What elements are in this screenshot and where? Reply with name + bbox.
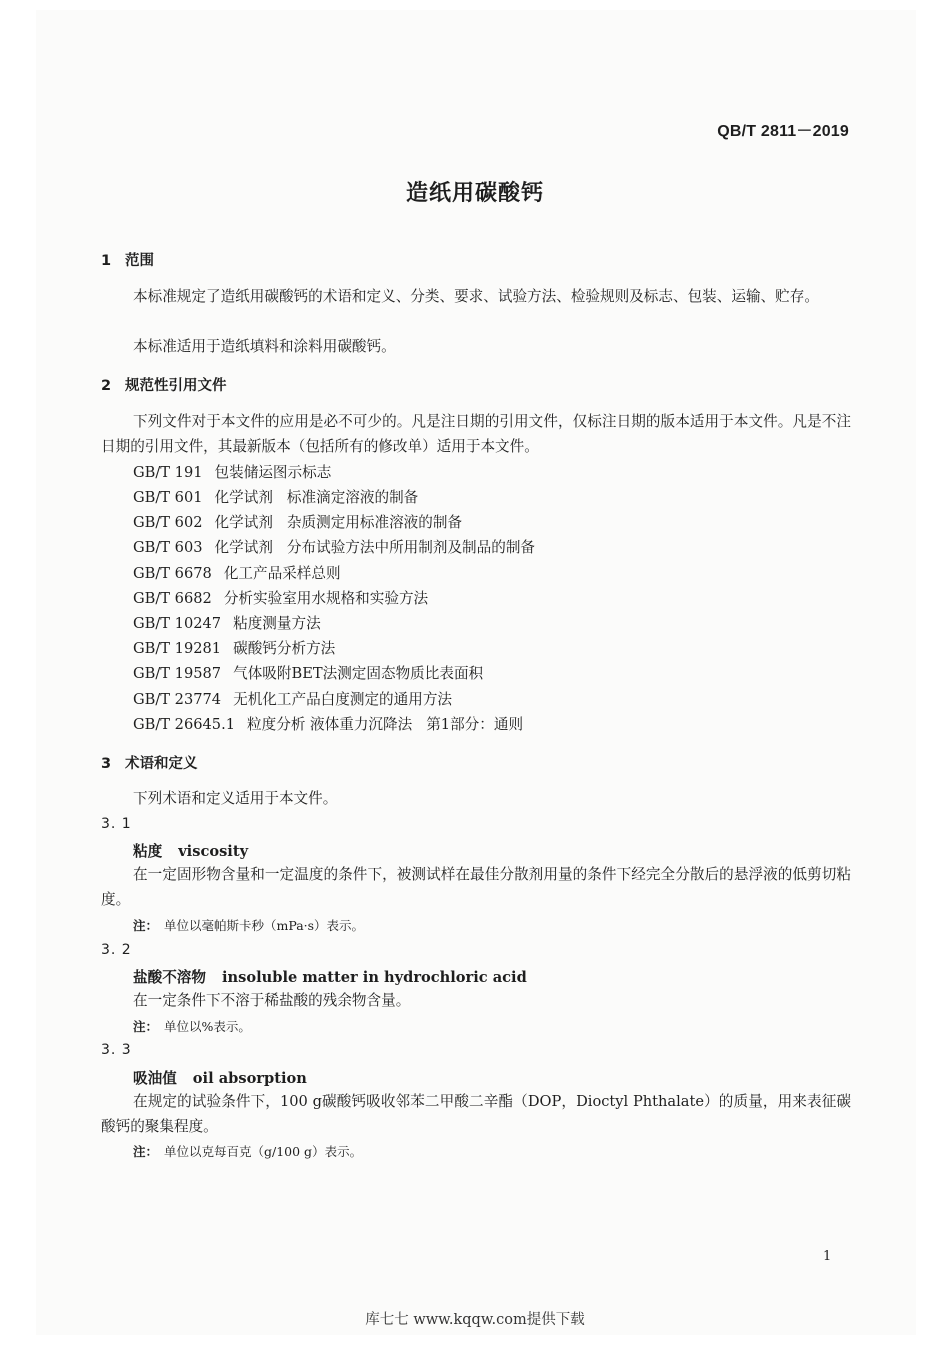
reference-code: GB/T 19587 [133, 665, 222, 682]
section-3-intro: 下列术语和定义适用于本文件。 [133, 790, 338, 807]
reference-item [133, 587, 428, 608]
term-number: 3. 1 [101, 816, 132, 832]
reference-code: GB/T 26645.1 [133, 716, 236, 733]
note-text: 单位以克每百克（g/100 g）表示。 [164, 1144, 363, 1159]
term-heading [133, 1067, 307, 1088]
reference-subtitle: 第1部分：通则 [426, 716, 524, 733]
reference-subtitle: 杂质测定用标准溶液的制备 [286, 514, 463, 531]
reference-item [133, 486, 418, 507]
term-number: 3. 2 [101, 942, 132, 958]
reference-item [133, 688, 452, 709]
reference-title: 化工产品采样总则 [223, 565, 341, 582]
section-number: 3 [101, 756, 112, 772]
term-definition: 在规定的试验条件下，100 g碳酸钙吸收邻苯二甲酸二辛酯（DOP，Dioctyl Phthalate）的质量，用来表征碳酸钙的聚集程度。 [101, 1093, 851, 1135]
note-label: 注： [133, 1144, 159, 1159]
section-1-paragraph-2: 本标准适用于造纸填料和涂料用碳酸钙。 [133, 338, 396, 355]
section-2-intro: 下列文件对于本文件的应用是必不可少的。凡是注日期的引用文件，仅标注日期的版本适用于本文件。凡是不注日期的引用文件，其最新版本（包括所有的修改单）适用于本文件。 [101, 413, 851, 455]
section-number: 1 [101, 253, 112, 269]
reference-code: GB/T 603 [133, 539, 203, 556]
term-en: insoluble matter in hydrochloric acid [221, 969, 527, 986]
term-definition: 在一定固形物含量和一定温度的条件下，被测试样在最佳分散剂用量的条件下经完全分散后的悬浮液的低剪切粘度。 [101, 866, 851, 908]
reference-title: 化学试剂 [214, 489, 273, 506]
reference-code: GB/T 23774 [133, 691, 222, 708]
section-3-heading [101, 752, 198, 773]
section-2-heading [101, 374, 227, 395]
section-title: 范围 [125, 253, 154, 269]
reference-title: 粘度测量方法 [233, 615, 321, 632]
reference-code: GB/T 10247 [133, 615, 222, 632]
section-1-heading [101, 249, 154, 270]
term-heading [133, 966, 527, 987]
reference-code: GB/T 602 [133, 514, 203, 531]
term-note [133, 1142, 362, 1160]
section-title: 术语和定义 [125, 756, 198, 772]
reference-title: 粒度分析 液体重力沉降法 [247, 716, 413, 733]
term-zh: 吸油值 [133, 1070, 177, 1087]
reference-subtitle: 标准滴定溶液的制备 [286, 489, 419, 506]
reference-code: GB/T 6682 [133, 590, 212, 607]
term-zh: 盐酸不溶物 [133, 969, 206, 986]
section-title: 规范性引用文件 [125, 378, 227, 394]
reference-title: 分析实验室用水规格和实验方法 [223, 590, 429, 607]
reference-item [133, 612, 321, 633]
download-footer: 库七七 www.kqqw.com提供下载 [365, 1312, 585, 1328]
reference-item [133, 461, 331, 482]
reference-title: 包装储运图示标志 [214, 464, 332, 481]
note-label: 注： [133, 1019, 159, 1034]
standard-number: QB/T 2811－2019 [717, 123, 849, 140]
reference-code: GB/T 601 [133, 489, 203, 506]
reference-title: 化学试剂 [214, 514, 273, 531]
page-number: 1 [823, 1249, 832, 1264]
section-number: 2 [101, 378, 112, 394]
section-1-paragraph-1: 本标准规定了造纸用碳酸钙的术语和定义、分类、要求、试验方法、检验规则及标志、包装、运输、贮存。 [133, 288, 819, 305]
term-en: oil absorption [192, 1070, 307, 1087]
term-note [133, 1017, 251, 1035]
reference-title: 碳酸钙分析方法 [233, 640, 336, 657]
term-zh: 粘度 [133, 843, 163, 860]
reference-item [133, 662, 483, 683]
term-definition: 在一定条件下不溶于稀盐酸的残余物含量。 [133, 992, 411, 1009]
reference-title: 化学试剂 [214, 539, 273, 556]
reference-item [133, 637, 335, 658]
reference-code: GB/T 19281 [133, 640, 222, 657]
term-heading [133, 840, 248, 861]
document-title: 造纸用碳酸钙 [405, 181, 544, 206]
reference-title: 无机化工产品白度测定的通用方法 [233, 691, 453, 708]
term-note [133, 916, 364, 934]
reference-title: 气体吸附BET法测定固态物质比表面积 [233, 665, 484, 682]
reference-code: GB/T 191 [133, 464, 203, 481]
note-label: 注： [133, 918, 159, 933]
reference-item [133, 562, 341, 583]
term-en: viscosity [178, 843, 249, 860]
reference-item [133, 536, 535, 557]
reference-item [133, 511, 462, 532]
reference-code: GB/T 6678 [133, 565, 212, 582]
term-number: 3. 3 [101, 1042, 132, 1058]
reference-subtitle: 分布试验方法中所用制剂及制品的制备 [286, 539, 536, 556]
note-text: 单位以毫帕斯卡秒（mPa·s）表示。 [164, 918, 365, 933]
reference-item [133, 713, 523, 734]
note-text: 单位以%表示。 [164, 1019, 251, 1034]
